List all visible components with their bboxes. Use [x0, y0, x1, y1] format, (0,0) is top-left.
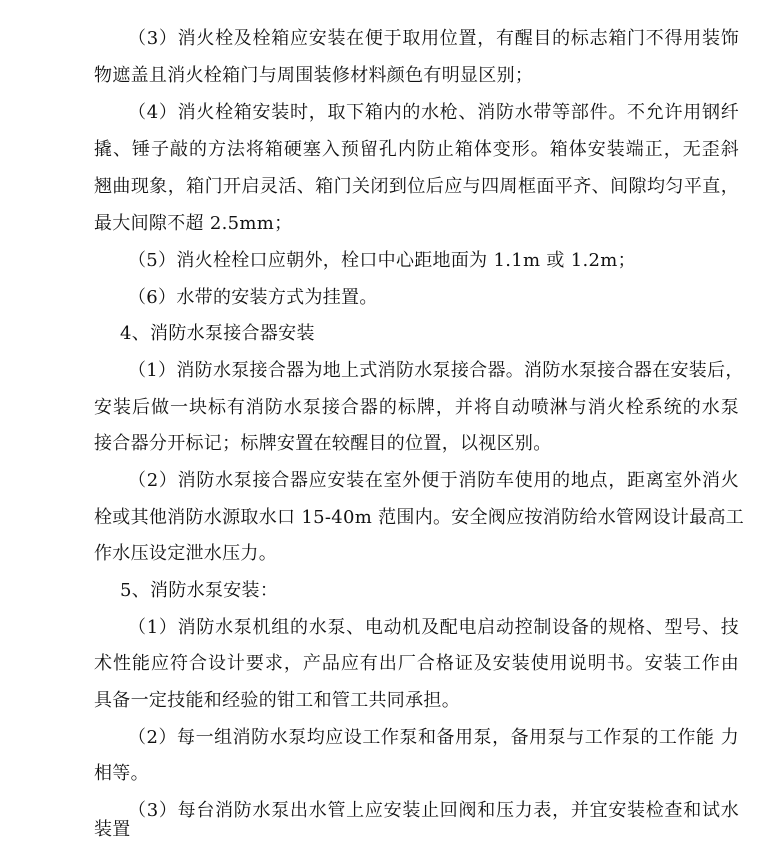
text-line: （1）消防水泵机组的水泵、电动机及配电启动控制设备的规格、型号、技 — [128, 617, 739, 638]
text-line: 接合器分开标记；标牌安置在较醒目的位置，以视区别。 — [94, 433, 552, 454]
text-line: （3）每台消防水泵出水管上应安装止回阀和压力表，并宜安装检查和试水 — [128, 800, 739, 821]
text-line: 最大间隙不超 2.5mm； — [94, 213, 293, 234]
text-line-cut-off: 装置 — [94, 819, 131, 840]
text-line: 作水压设定泄水压力。 — [94, 543, 277, 564]
text-line: 具备一定技能和经验的钳工和管工共同承担。 — [94, 690, 460, 711]
text-line: 物遮盖且消火栓箱门与周围装修材料颜色有明显区别； — [94, 65, 534, 86]
text-line: 撬、锤子敲的方法将箱硬塞入预留孔内防止箱体变形。箱体安装端正，无歪斜 — [94, 139, 739, 160]
text-line: 相等。 — [94, 763, 149, 784]
text-line: 栓或其他消防水源取水口 15-40m 范围内。安全阀应按消防给水管网设计最高工 — [94, 507, 745, 528]
text-line: 术性能应符合设计要求，产品应有出厂合格证及安装使用说明书。安装工作由 — [94, 653, 739, 674]
text-line: （6）水带的安装方式为挂置。 — [128, 287, 378, 308]
text-line: （3）消火栓及栓箱应安装在便于取用位置，有醒目的标志箱门不得用装饰 — [128, 28, 739, 49]
text-line: （5）消火栓栓口应朝外，栓口中心距地面为 1.1m 或 1.2m； — [128, 250, 636, 271]
section-heading: 4、消防水泵接合器安装 — [120, 323, 315, 344]
text-line: （1）消防水泵接合器为地上式消防水泵接合器。消防水泵接合器在安装后， — [128, 360, 744, 381]
text-line: （2）每一组消防水泵均应设工作泵和备用泵，备用泵与工作泵的工作能 力 — [128, 727, 739, 748]
text-line: （2）消防水泵接合器应安装在室外便于消防车使用的地点，距离室外消火 — [128, 470, 739, 491]
text-line: （4）消火栓箱安装时，取下箱内的水枪、消防水带等部件。不允许用钢纤 — [128, 102, 739, 123]
section-heading: 5、消防水泵安装： — [120, 580, 279, 601]
text-line: 安装后做一块标有消防水泵接合器的标牌，并将自动喷淋与消火栓系统的水泵 — [94, 397, 739, 418]
text-line: 翘曲现象，箱门开启灵活、箱门关闭到位后应与四周框面平齐、间隙均匀平直， — [94, 176, 739, 197]
